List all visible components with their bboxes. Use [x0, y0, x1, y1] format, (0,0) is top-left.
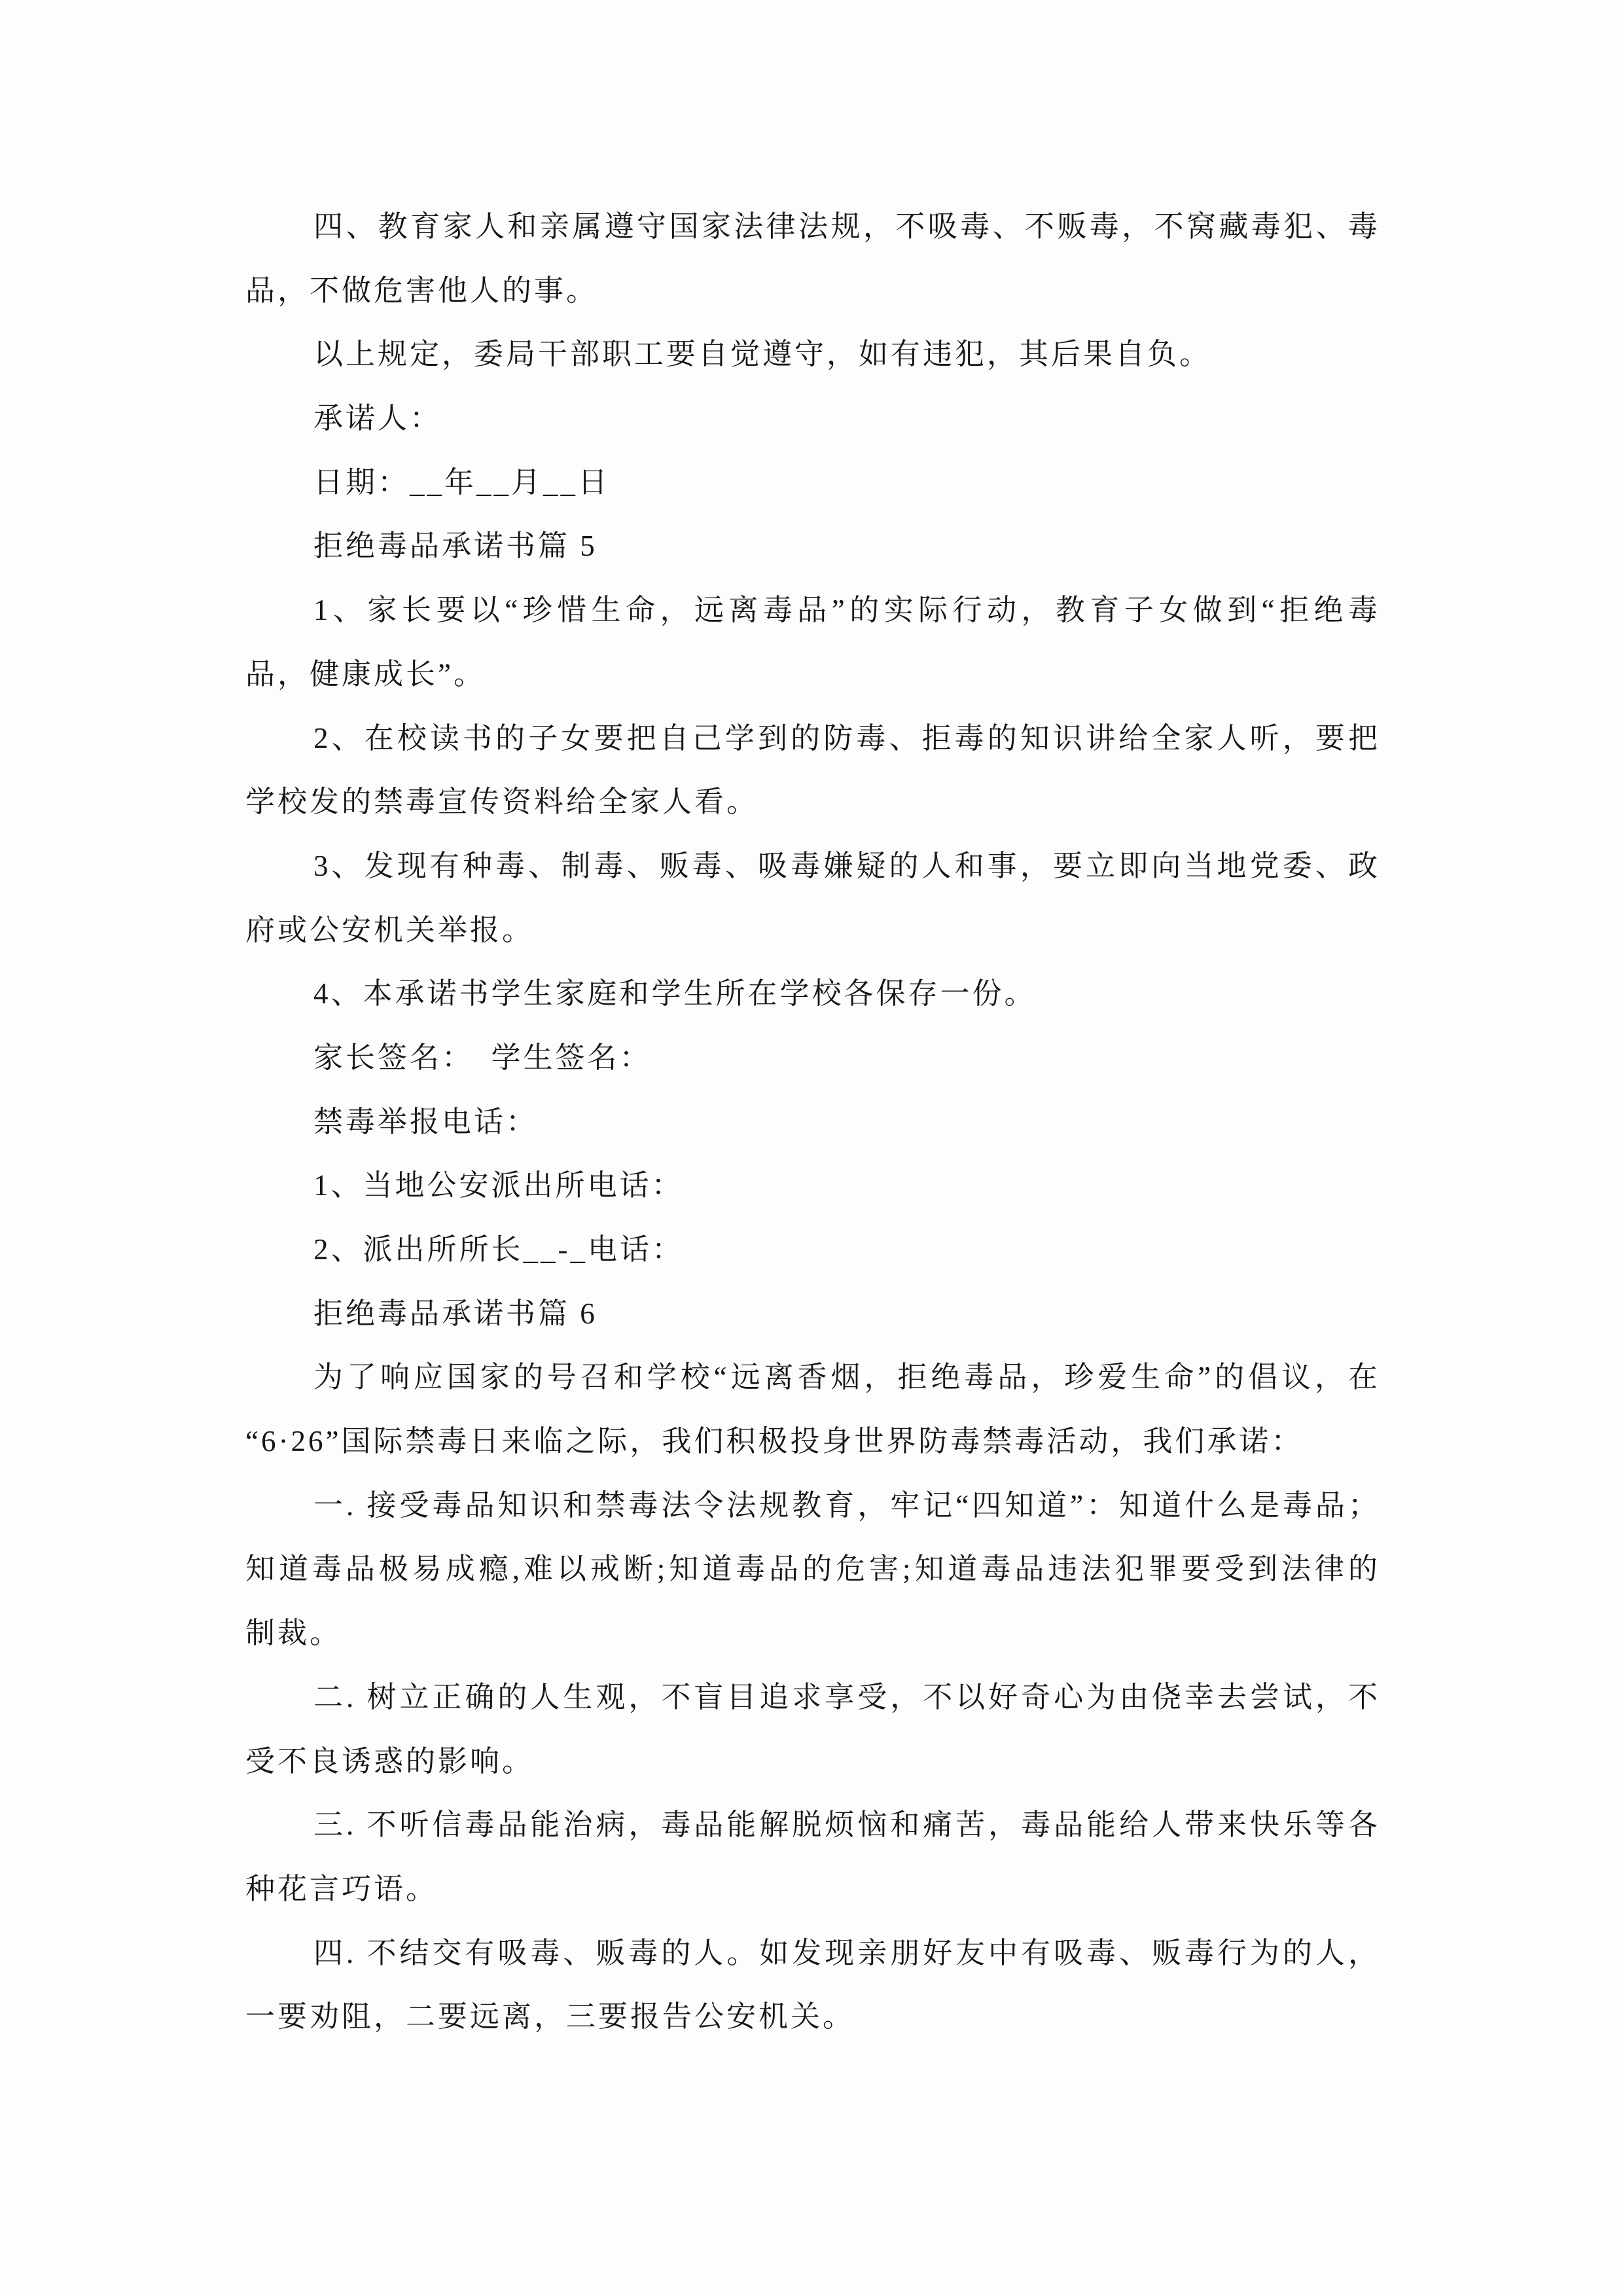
- text-line: 二. 树立正确的人生观，不盲目追求享受，不以好奇心为由侥幸去尝试，不: [313, 1680, 1380, 1713]
- text-line: 四、教育家人和亲属遵守国家法律法规，不吸毒、不贩毒，不窝藏毒犯、毒: [313, 210, 1380, 243]
- text-line: 承诺人：: [313, 402, 442, 435]
- text-line: 学校发的禁毒宣传资料给全家人看。: [245, 785, 759, 819]
- text-line: 三. 不听信毒品能治病，毒品能解脱烦恼和痛苦，毒品能给人带来快乐等各: [313, 1808, 1380, 1842]
- text-line: 受不良诱惑的影响。: [245, 1744, 535, 1778]
- text-line: 制裁。: [245, 1617, 342, 1650]
- text-line: 一要劝阻，二要远离，三要报告公安机关。: [245, 2000, 855, 2034]
- text-line: 府或公安机关举报。: [245, 913, 535, 946]
- text-line: 四. 不结交有吸毒、贩毒的人。如发现亲朋好友中有吸毒、贩毒行为的人，: [313, 1936, 1380, 1969]
- text-line: 1、当地公安派出所电话：: [313, 1169, 684, 1202]
- text-line: 4、本承诺书学生家庭和学生所在学校各保存一份。: [313, 977, 1037, 1011]
- text-line: 品，健康成长”。: [245, 657, 486, 691]
- text-line: 家长签名： 学生签名：: [313, 1041, 652, 1074]
- text-line: 一. 接受毒品知识和禁毒法令法规教育，牢记“四知道”：知道什么是毒品；: [313, 1488, 1380, 1522]
- text-line: 2、在校读书的子女要把自己学到的防毒、拒毒的知识讲给全家人听，要把: [313, 721, 1380, 755]
- text-line: “6·26”国际禁毒日来临之际，我们积极投身世界防毒禁毒活动，我们承诺：: [245, 1425, 1304, 1458]
- text-line: 日期：__年__月__日: [313, 465, 611, 499]
- text-line: 2、派出所所长__-_电话：: [313, 1233, 684, 1266]
- text-line: 品，不做危害他人的事。: [245, 274, 599, 307]
- text-line: 种花言巧语。: [245, 1872, 438, 1905]
- text-line: 禁毒举报电话：: [313, 1105, 539, 1138]
- text-line: 以上规定，委局干部职工要自觉遵守，如有违犯，其后果自负。: [313, 338, 1212, 371]
- text-line: 拒绝毒品承诺书篇 6: [313, 1297, 597, 1330]
- text-line: 3、发现有种毒、制毒、贩毒、吸毒嫌疑的人和事，要立即向当地党委、政: [313, 849, 1380, 882]
- text-line: 1、家长要以“珍惜生命，远离毒品”的实际行动，教育子女做到“拒绝毒: [313, 594, 1380, 627]
- document-body: [245, 195, 1380, 2049]
- text-line: 为了响应国家的号召和学校“远离香烟，拒绝毒品，珍爱生命”的倡议，在: [313, 1361, 1380, 1394]
- text-line: 知道毒品极易成瘾,难以戒断;知道毒品的危害;知道毒品违法犯罪要受到法律的: [245, 1552, 1380, 1586]
- text-line: 拒绝毒品承诺书篇 5: [313, 529, 597, 563]
